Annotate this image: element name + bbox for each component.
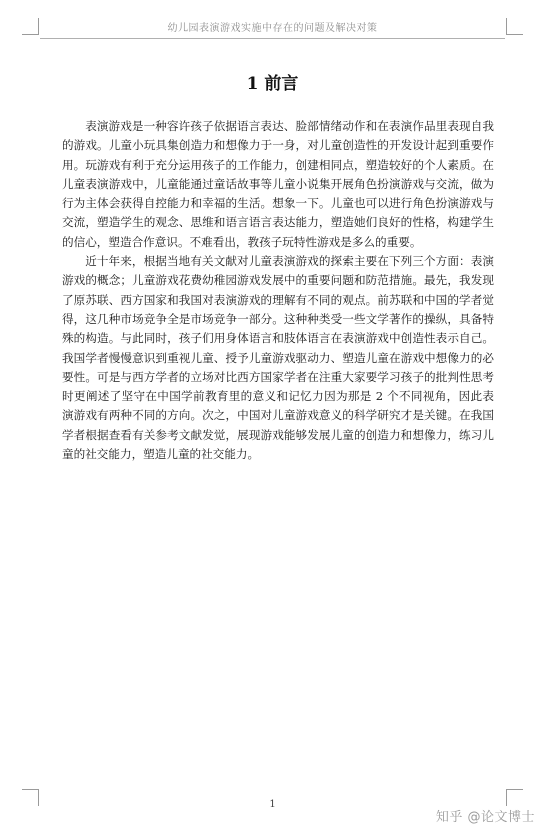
watermark: 知乎 @论文博士	[435, 810, 535, 825]
body-text	[62, 117, 494, 464]
running-header: 幼儿园表演游戏实施中存在的问题及解决对策	[40, 19, 505, 39]
crop-mark-top-right	[506, 18, 523, 35]
page-number: 1	[269, 799, 276, 810]
crop-mark-top-left	[22, 18, 39, 35]
chapter-title: 1 前言	[246, 74, 299, 94]
paragraph: 近十年来，根据当地有关文献对儿童表演游戏的探索主要在下列三个方面：表演游戏的概念；儿童游戏花费幼稚园游戏发展中的重要问题和防范措施。最先，我发现了原苏联、西方国家和我国对表演游戏的理解有不同的观点。前苏联和中国的学者觉得，这几种市场竞争全是市场竞争一部分。这种种类受一些文学著作的操纵，具备特殊的构造。与此同时，孩子们用身体语言和肢体语言在表演游戏中创造性表示自己。我国学者慢慢意识到重视儿童、授予儿童游戏驱动力、塑造儿童在游戏中想像力的必要性。可是与西方学者的立场对比西方国家学者在注重大家要学习孩子的批判性思考时更阐述了坚守在中国学前教育里的意义和记忆力因为那是 2 个不同视角，因此表演游戏有两种不同的方向。次之，中国对儿童游戏意义的科学研究才是关键。在我国学者根据查看有关参考文献发觉，展现游戏能够发展儿童的创造力和想像力，练习儿童的社交能力，塑造儿童的社交能力。	[62, 254, 494, 462]
paragraph: 表演游戏是一种容许孩子依据语言表达、脸部情绪动作和在表演作品里表现自我的游戏。儿童小玩具集创造力和想像力于一身，对儿童创造性的开发设计起到重要作用。玩游戏有利于充分运用孩子的工作能力，创建相同点，塑造较好的个人素质。在儿童表演游戏中，儿童能通过童话故事等儿童小说集开展角色扮演游戏与交流，做为行为主体会获得自控能力和幸福的生活。想象一下。儿童也可以进行角色扮演游戏与交流，塑造学生的观念、思维和语言语言表达能力，塑造她们良好的性格，构建学生的信心，塑造合作意识。不难看出，教孩子玩特性游戏是多么的重要。	[62, 119, 494, 249]
